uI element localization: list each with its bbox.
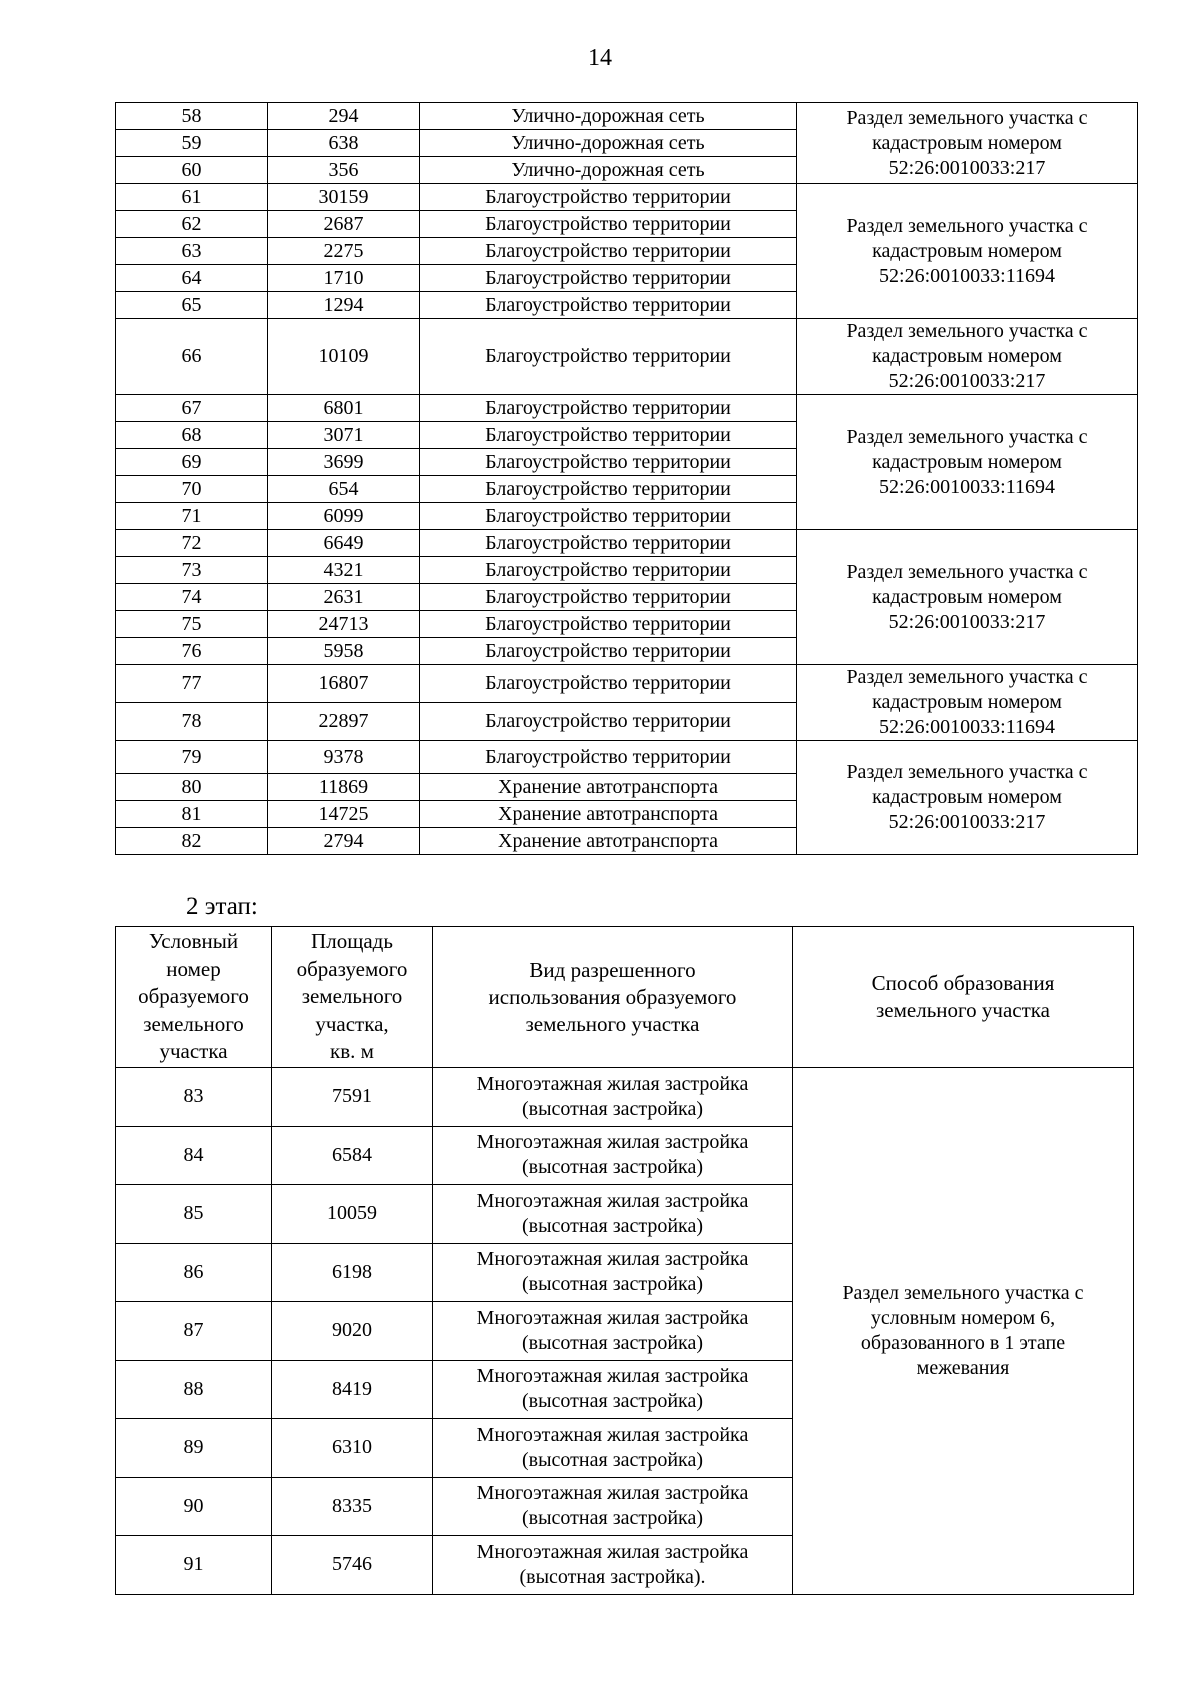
- row-use-line: (высотная застройка): [522, 1390, 703, 1413]
- row-number: 90: [116, 1477, 272, 1536]
- row-number: 71: [116, 503, 268, 530]
- row-area: 2631: [268, 584, 420, 611]
- row-use-line: Многоэтажная жилая застройка: [476, 1306, 749, 1329]
- row-use: Благоустройство территории: [420, 184, 797, 211]
- row-number: 65: [116, 292, 268, 319]
- row-use: [433, 1477, 793, 1536]
- header-number: [116, 927, 272, 1068]
- row-area: 22897: [268, 703, 420, 741]
- formation-method-line: кадастровым номером: [872, 691, 1062, 713]
- row-area: 1710: [268, 265, 420, 292]
- row-area: 3699: [268, 449, 420, 476]
- formation-method-line: 52:26:0010033:11694: [879, 716, 1055, 738]
- row-area: 11869: [268, 774, 420, 801]
- header-line: участка: [159, 1039, 228, 1064]
- row-number: 76: [116, 638, 268, 665]
- row-number: 61: [116, 184, 268, 211]
- formation-method-line: 52:26:0010033:217: [888, 370, 1046, 392]
- table-row: [116, 395, 1138, 422]
- row-area: 16807: [268, 665, 420, 703]
- header-line: образуемого: [296, 956, 408, 981]
- row-area: 2275: [268, 238, 420, 265]
- row-use-line: (высотная застройка).: [519, 1565, 706, 1588]
- row-use: Благоустройство территории: [420, 292, 797, 319]
- header-line: кв. м: [330, 1039, 374, 1064]
- row-use: Благоустройство территории: [420, 476, 797, 503]
- formation-method: [797, 741, 1138, 855]
- formation-method-line: Раздел земельного участка с: [846, 320, 1088, 342]
- row-use: [433, 1126, 793, 1185]
- row-use: Благоустройство территории: [420, 611, 797, 638]
- row-use: [433, 1243, 793, 1302]
- row-use: Хранение автотранспорта: [420, 774, 797, 801]
- row-use-line: (высотная застройка): [522, 1331, 703, 1354]
- row-number: 72: [116, 530, 268, 557]
- row-use-line: (высотная застройка): [522, 1507, 703, 1530]
- row-number: 68: [116, 422, 268, 449]
- row-use: Благоустройство территории: [420, 211, 797, 238]
- formation-method-line: кадастровым номером: [872, 345, 1062, 367]
- row-number: 82: [116, 828, 268, 855]
- formation-method: [797, 395, 1138, 530]
- row-area: 294: [268, 103, 420, 130]
- row-use-line: Многоэтажная жилая застройка: [476, 1482, 749, 1505]
- formation-method: [797, 665, 1138, 741]
- row-number: 85: [116, 1185, 272, 1244]
- row-use: Благоустройство территории: [420, 238, 797, 265]
- row-number: 81: [116, 801, 268, 828]
- row-area: 4321: [268, 557, 420, 584]
- row-use: Благоустройство территории: [420, 703, 797, 741]
- formation-method-line: 52:26:0010033:11694: [879, 475, 1055, 498]
- header-line: образуемого: [138, 984, 249, 1009]
- formation-method-line: межевания: [916, 1356, 1010, 1379]
- formation-method: [797, 530, 1138, 665]
- formation-method-line: 52:26:0010033:217: [888, 811, 1046, 833]
- formation-method-line: 52:26:0010033:217: [888, 610, 1046, 633]
- row-use: Благоустройство территории: [420, 395, 797, 422]
- row-area: 3071: [268, 422, 420, 449]
- row-use-line: (высотная застройка): [522, 1156, 703, 1179]
- formation-method-line: кадастровым номером: [872, 585, 1062, 608]
- formation-method-line: кадастровым номером: [872, 786, 1062, 808]
- row-use: Благоустройство территории: [420, 319, 797, 395]
- row-area: 356: [268, 157, 420, 184]
- table-row: [116, 741, 1138, 774]
- row-use: Благоустройство территории: [420, 665, 797, 703]
- row-use-line: (высотная застройка): [522, 1214, 703, 1237]
- row-number: 87: [116, 1302, 272, 1361]
- row-use-line: Многоэтажная жилая застройка: [476, 1131, 749, 1154]
- row-use: Улично-дорожная сеть: [420, 130, 797, 157]
- row-number: 67: [116, 395, 268, 422]
- row-use: [433, 1185, 793, 1244]
- row-use: Благоустройство территории: [420, 449, 797, 476]
- formation-method-line: образованного в 1 этапе: [860, 1331, 1066, 1354]
- row-number: 84: [116, 1126, 272, 1185]
- row-area: 30159: [268, 184, 420, 211]
- row-use-line: (высотная застройка): [522, 1448, 703, 1471]
- row-use: Благоустройство территории: [420, 557, 797, 584]
- row-use: Хранение автотранспорта: [420, 801, 797, 828]
- header-line: земельного участка: [876, 998, 1050, 1022]
- header-line: номер: [166, 956, 221, 981]
- formation-method-line: условным номером 6,: [870, 1306, 1056, 1329]
- row-area: 8335: [272, 1477, 433, 1536]
- row-use-line: Многоэтажная жилая застройка: [476, 1365, 749, 1388]
- formation-method-line: Раздел земельного участка с: [846, 560, 1088, 583]
- stage2-header-row: [116, 927, 1134, 1068]
- row-use-line: Многоэтажная жилая застройка: [476, 1423, 749, 1446]
- formation-method-line: Раздел земельного участка с: [842, 1281, 1084, 1304]
- row-number: 79: [116, 741, 268, 774]
- row-number: 89: [116, 1419, 272, 1478]
- row-number: 91: [116, 1536, 272, 1595]
- formation-method-line: 52:26:0010033:11694: [879, 264, 1055, 287]
- row-area: 6099: [268, 503, 420, 530]
- formation-method: [797, 103, 1138, 184]
- row-use: Благоустройство территории: [420, 503, 797, 530]
- formation-method: [797, 319, 1138, 395]
- row-number: 83: [116, 1068, 272, 1127]
- row-number: 66: [116, 319, 268, 395]
- row-number: 59: [116, 130, 268, 157]
- row-use-line: Многоэтажная жилая застройка: [476, 1248, 749, 1271]
- row-use-line: (высотная застройка): [522, 1273, 703, 1296]
- row-number: 63: [116, 238, 268, 265]
- row-use: Благоустройство территории: [420, 584, 797, 611]
- formation-method-line: Раздел земельного участка с: [846, 425, 1088, 448]
- row-area: 1294: [268, 292, 420, 319]
- row-use-line: Многоэтажная жилая застройка: [476, 1072, 749, 1095]
- table-row: [116, 184, 1138, 211]
- row-area: 7591: [272, 1068, 433, 1127]
- row-area: 6584: [272, 1126, 433, 1185]
- row-area: 654: [268, 476, 420, 503]
- row-number: 75: [116, 611, 268, 638]
- row-area: 10059: [272, 1185, 433, 1244]
- row-area: 6310: [272, 1419, 433, 1478]
- header-line: использования образуемого: [488, 984, 737, 1009]
- header-line: земельного: [143, 1011, 244, 1036]
- table-row: [116, 530, 1138, 557]
- header-method: [793, 927, 1134, 1068]
- row-area: 5746: [272, 1536, 433, 1595]
- row-number: 80: [116, 774, 268, 801]
- row-area: 6649: [268, 530, 420, 557]
- table-row: [116, 103, 1138, 130]
- formation-method-line: Раздел земельного участка с: [846, 666, 1088, 688]
- row-area: 5958: [268, 638, 420, 665]
- row-use: [433, 1419, 793, 1478]
- row-area: 6801: [268, 395, 420, 422]
- row-use: Улично-дорожная сеть: [420, 103, 797, 130]
- page-number: 14: [588, 45, 612, 71]
- row-area: 9020: [272, 1302, 433, 1361]
- header-line: Условный: [148, 929, 239, 954]
- stage2-table-body: [116, 927, 1134, 1595]
- row-area: 14725: [268, 801, 420, 828]
- row-area: 10109: [268, 319, 420, 395]
- row-use: [433, 1302, 793, 1361]
- formation-method-line: Раздел земельного участка с: [846, 214, 1088, 237]
- formation-method-line: кадастровым номером: [872, 450, 1062, 473]
- row-area: 6198: [272, 1243, 433, 1302]
- row-number: 78: [116, 703, 268, 741]
- header-line: земельного: [301, 984, 403, 1009]
- row-use: [433, 1068, 793, 1127]
- row-area: 2794: [268, 828, 420, 855]
- table-row: [116, 665, 1138, 703]
- formation-method-line: Раздел земельного участка с: [846, 761, 1088, 783]
- row-number: 64: [116, 265, 268, 292]
- row-use-line: Многоэтажная жилая застройка: [476, 1189, 749, 1212]
- formation-method: [793, 1068, 1134, 1595]
- row-use: Благоустройство территории: [420, 265, 797, 292]
- table-row: [116, 319, 1138, 395]
- row-number: 69: [116, 449, 268, 476]
- row-number: 60: [116, 157, 268, 184]
- row-use-line: (высотная застройка): [522, 1097, 703, 1120]
- formation-method-line: Раздел земельного участка с: [846, 106, 1088, 129]
- row-use: Хранение автотранспорта: [420, 828, 797, 855]
- formation-method-line: кадастровым номером: [872, 239, 1062, 262]
- stage2-table: [115, 926, 1134, 1595]
- row-number: 88: [116, 1360, 272, 1419]
- row-use: [433, 1536, 793, 1595]
- row-area: 8419: [272, 1360, 433, 1419]
- formation-method-line: 52:26:0010033:217: [888, 156, 1046, 179]
- row-number: 62: [116, 211, 268, 238]
- formation-method-line: кадастровым номером: [872, 131, 1062, 154]
- row-use: [433, 1360, 793, 1419]
- row-number: 86: [116, 1243, 272, 1302]
- row-use-line: Многоэтажная жилая застройка: [476, 1540, 749, 1563]
- row-area: 2687: [268, 211, 420, 238]
- row-number: 74: [116, 584, 268, 611]
- stage1-continuation-table: [115, 102, 1138, 855]
- table-row: [116, 1068, 1134, 1127]
- row-number: 70: [116, 476, 268, 503]
- row-area: 9378: [268, 741, 420, 774]
- row-number: 73: [116, 557, 268, 584]
- row-number: 58: [116, 103, 268, 130]
- row-use: Благоустройство территории: [420, 422, 797, 449]
- header-line: Вид разрешенного: [529, 957, 696, 982]
- row-use: Благоустройство территории: [420, 638, 797, 665]
- row-area: 24713: [268, 611, 420, 638]
- row-use: Улично-дорожная сеть: [420, 157, 797, 184]
- row-number: 77: [116, 665, 268, 703]
- header-area: [272, 927, 433, 1068]
- stage1-table-body: [116, 103, 1138, 855]
- header-line: участка,: [315, 1011, 389, 1036]
- stage2-label: 2 этап:: [186, 893, 258, 920]
- row-use: Благоустройство территории: [420, 530, 797, 557]
- row-area: 638: [268, 130, 420, 157]
- header-line: Площадь: [311, 929, 393, 954]
- formation-method: [797, 184, 1138, 319]
- header-line: Способ образования: [871, 971, 1055, 995]
- header-line: земельного участка: [525, 1011, 700, 1036]
- row-use: Благоустройство территории: [420, 741, 797, 774]
- header-use: [433, 927, 793, 1068]
